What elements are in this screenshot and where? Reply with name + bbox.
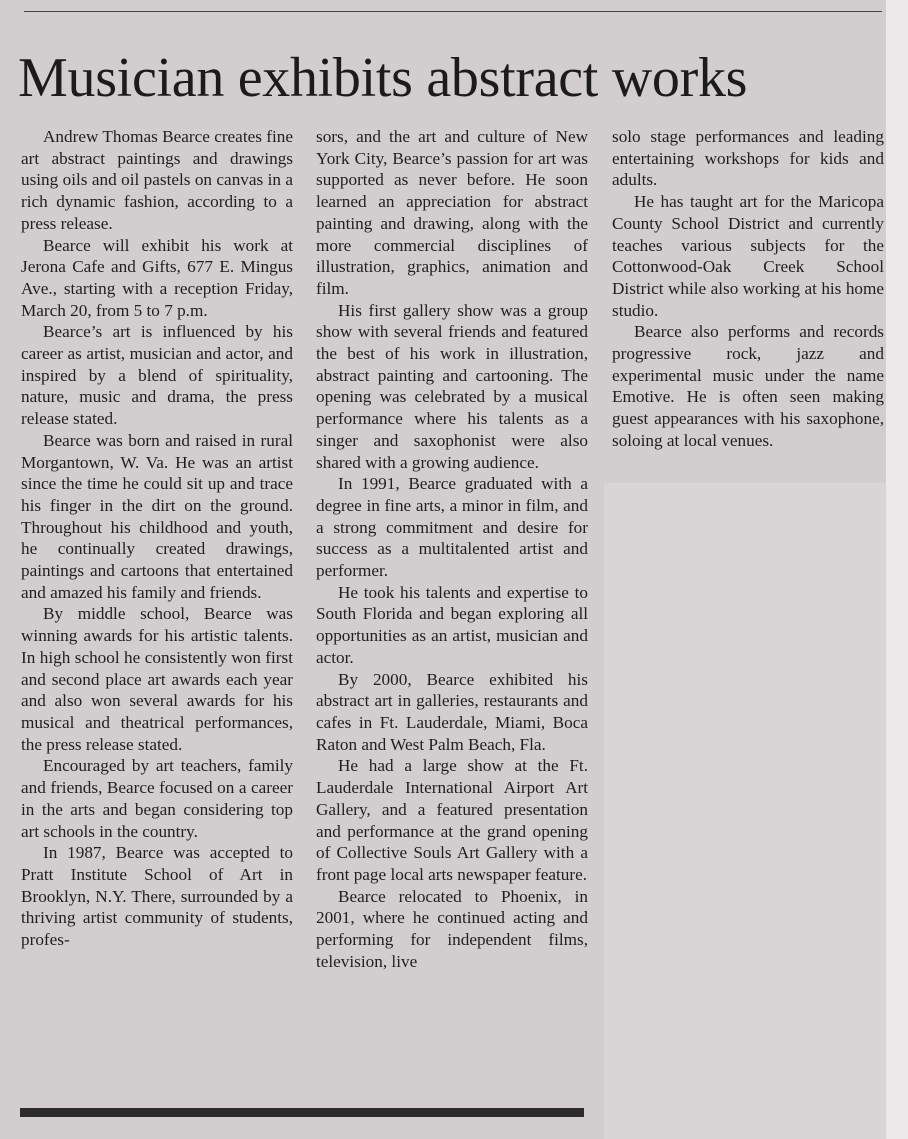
- paragraph: He took his talents and expertise to South Florida and began exploring all opportunities as an artist, musician and actor.: [316, 582, 588, 667]
- paragraph: Bearce will exhibit his work at Jerona Cafe and Gifts, 677 E. Mingus Ave., starting with a reception Friday, March 20, from 5 to 7 p.m.: [21, 235, 293, 320]
- bottom-rule: [20, 1108, 584, 1117]
- article-column-3: [612, 126, 884, 452]
- paragraph: In 1991, Bearce graduated with a degree in fine arts, a minor in film, and a strong commitment and desire for success as a multitalented artist and performer.: [316, 474, 588, 581]
- paragraph: Bearce was born and raised in rural Morgantown, W. Va. He was an artist since the time he could sit up and trace his finger in the dirt on the ground. Throughout his childhood and youth, he continually created drawings, paintings and cartoons that entertained and amazed his family and friends.: [21, 430, 293, 602]
- paragraph: Bearce’s art is influenced by his career as artist, musician and actor, and inspired by a blend of spirituality, nature, music and drama, the press release stated.: [21, 322, 293, 429]
- paragraph: solo stage performances and leading entertaining workshops for kids and adults.: [612, 127, 884, 190]
- headline: Musician exhibits abstract works: [18, 47, 748, 109]
- paragraph: sors, and the art and culture of New York City, Bearce’s passion for art was supported as never before. He soon learned an appreciation for abstract painting and drawing, along with the more commercial disciplines of illustration, graphics, animation and film.: [316, 127, 588, 298]
- article-column-1: [21, 126, 293, 951]
- paragraph: He had a large show at the Ft. Lauderdale International Airport Art Gallery, and a featured presentation and performance at the grand opening of Collective Souls Art Gallery with a front page local arts newspaper feature.: [316, 756, 588, 884]
- article-column-2: [316, 126, 588, 972]
- paragraph: Encouraged by art teachers, family and friends, Bearce focused on a career in the arts and began considering top art schools in the country.: [21, 756, 293, 841]
- paragraph: He has taught art for the Maricopa County School District and currently teaches various subjects for the Cottonwood-Oak Creek School District while also working at his home studio.: [612, 192, 884, 320]
- scan-border: [886, 0, 908, 1139]
- top-rule: [24, 11, 882, 12]
- paragraph: Bearce also performs and records progressive rock, jazz and experimental music under the name Emotive. He is often seen making guest appearances with his saxophone, soloing at local venues.: [612, 322, 884, 450]
- paragraph: Bearce relocated to Phoenix, in 2001, where he continued acting and performing for independent films, television, live: [316, 886, 588, 971]
- paragraph: In 1987, Bearce was accepted to Pratt Institute School of Art in Brooklyn, N.Y. There, surrounded by a thriving artist community of students, profes-: [21, 843, 293, 950]
- paragraph: By middle school, Bearce was winning awards for his artistic talents. In high school he consistently won first and second place art awards each year and also won several awards for his musical and theatrical performances, the press release stated.: [21, 604, 293, 754]
- paragraph: His first gallery show was a group show with several friends and featured the best of his work in illustration, abstract painting and cartooning. The opening was celebrated by a musical performance where his talents as a singer and saxophonist were also shared with a growing audience.: [316, 300, 588, 472]
- paragraph: Andrew Thomas Bearce creates fine art abstract paintings and drawings using oils and oil pastels on canvas in a rich dynamic fashion, according to a press release.: [21, 127, 293, 233]
- paragraph: By 2000, Bearce exhibited his abstract art in galleries, restaurants and cafes in Ft. Lauderdale, Miami, Boca Raton and West Palm Beach, Fla.: [316, 669, 588, 754]
